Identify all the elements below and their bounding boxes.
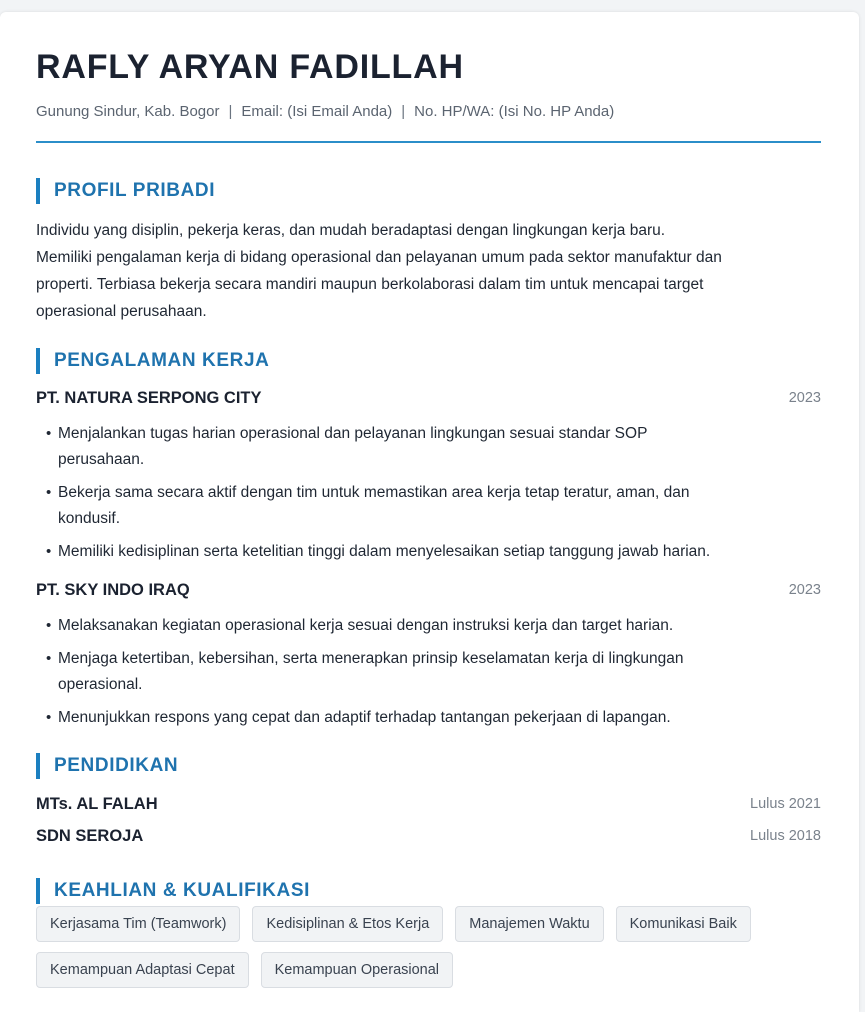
- job-company: PT. SKY INDO IRAQ: [36, 581, 190, 599]
- bullet-line: Bekerja sama secara aktif dengan tim untuk memastikan area kerja tetap teratur, aman, dan: [58, 484, 690, 501]
- education-school: MTs. AL FALAH: [36, 795, 158, 813]
- skill-chip: Kedisiplinan & Etos Kerja: [252, 906, 443, 942]
- job-bullet: [36, 705, 821, 731]
- skill-chip: Komunikasi Baik: [616, 906, 751, 942]
- education-item: [36, 827, 821, 851]
- job-bullet: [36, 421, 821, 473]
- education-school: SDN SEROJA: [36, 827, 144, 845]
- job-bullet: [36, 646, 821, 698]
- job-bullet: [36, 480, 821, 532]
- phone-text: No. HP/WA: (Isi No. HP Anda): [414, 103, 615, 120]
- skill-chip: Kemampuan Operasional: [261, 952, 453, 988]
- bullet-dot: •: [46, 425, 52, 442]
- section-title-profile: PROFIL PRIBADI: [36, 178, 215, 204]
- profile-line: properti. Terbiasa bekerja secara mandiri maupun berkolaborasi dalam tim untuk mencapai target: [36, 276, 704, 293]
- bullet-line: Menunjukkan respons yang cepat dan adaptif terhadap tantangan pekerjaan di lapangan.: [58, 709, 671, 726]
- job-bullet-list: [36, 421, 821, 572]
- skill-chip: Kemampuan Adaptasi Cepat: [36, 952, 249, 988]
- contact-line: [36, 103, 614, 120]
- bullet-line: Menjaga ketertiban, kebersihan, serta menerapkan prinsip keselamatan kerja di lingkungan: [58, 650, 684, 667]
- profile-line: Memiliki pengalaman kerja di bidang operasional dan pelayanan umum pada sektor manufaktur dan: [36, 249, 722, 266]
- job-company: PT. NATURA SERPONG CITY: [36, 389, 262, 407]
- candidate-name: RAFLY ARYAN FADILLAH: [36, 48, 464, 86]
- bullet-dot: •: [46, 709, 52, 726]
- job-bullet-list: [36, 613, 821, 738]
- job-bullet: [36, 539, 821, 565]
- profile-line: operasional perusahaan.: [36, 303, 207, 320]
- contact-separator: |: [228, 103, 233, 120]
- skill-chip: Kerjasama Tim (Teamwork): [36, 906, 240, 942]
- skills-row: [36, 952, 826, 988]
- job-header: [36, 389, 821, 413]
- profile-paragraph: [36, 217, 826, 325]
- job-year: 2023: [788, 390, 821, 406]
- bullet-dot: •: [46, 543, 52, 560]
- section-title-experience: PENGALAMAN KERJA: [36, 348, 269, 374]
- header-divider: [36, 141, 821, 143]
- skills-row: [36, 906, 826, 942]
- bullet-line: kondusif.: [58, 510, 121, 527]
- bullet-dot: •: [46, 617, 52, 634]
- job-header: [36, 581, 821, 605]
- bullet-dot: •: [46, 650, 52, 667]
- profile-line: Individu yang disiplin, pekerja keras, dan mudah beradaptasi dengan lingkungan kerja baru.: [36, 222, 666, 239]
- bullet-line: perusahaan.: [58, 451, 145, 468]
- bullet-line: operasional.: [58, 676, 143, 693]
- bullet-line: Melaksanakan kegiatan operasional kerja sesuai dengan instruksi kerja dan target harian.: [58, 617, 674, 634]
- job-bullet: [36, 613, 821, 639]
- job-year: 2023: [788, 582, 821, 598]
- education-year: Lulus 2018: [750, 828, 821, 844]
- education-year: Lulus 2021: [750, 796, 821, 812]
- section-title-education: PENDIDIKAN: [36, 753, 178, 779]
- education-item: [36, 795, 821, 819]
- email-text: Email: (Isi Email Anda): [241, 103, 393, 120]
- section-title-skills: KEAHLIAN & KUALIFIKASI: [36, 878, 310, 904]
- skill-chip: Manajemen Waktu: [455, 906, 603, 942]
- contact-separator: |: [401, 103, 406, 120]
- bullet-line: Memiliki kedisiplinan serta ketelitian tinggi dalam menyelesaikan setiap tanggung jawab harian.: [58, 543, 711, 560]
- resume-page: [0, 12, 859, 1012]
- skills-list: [36, 906, 826, 998]
- bullet-dot: •: [46, 484, 52, 501]
- bullet-line: Menjalankan tugas harian operasional dan pelayanan lingkungan sesuai standar SOP: [58, 425, 648, 442]
- location-text: Gunung Sindur, Kab. Bogor: [36, 103, 220, 120]
